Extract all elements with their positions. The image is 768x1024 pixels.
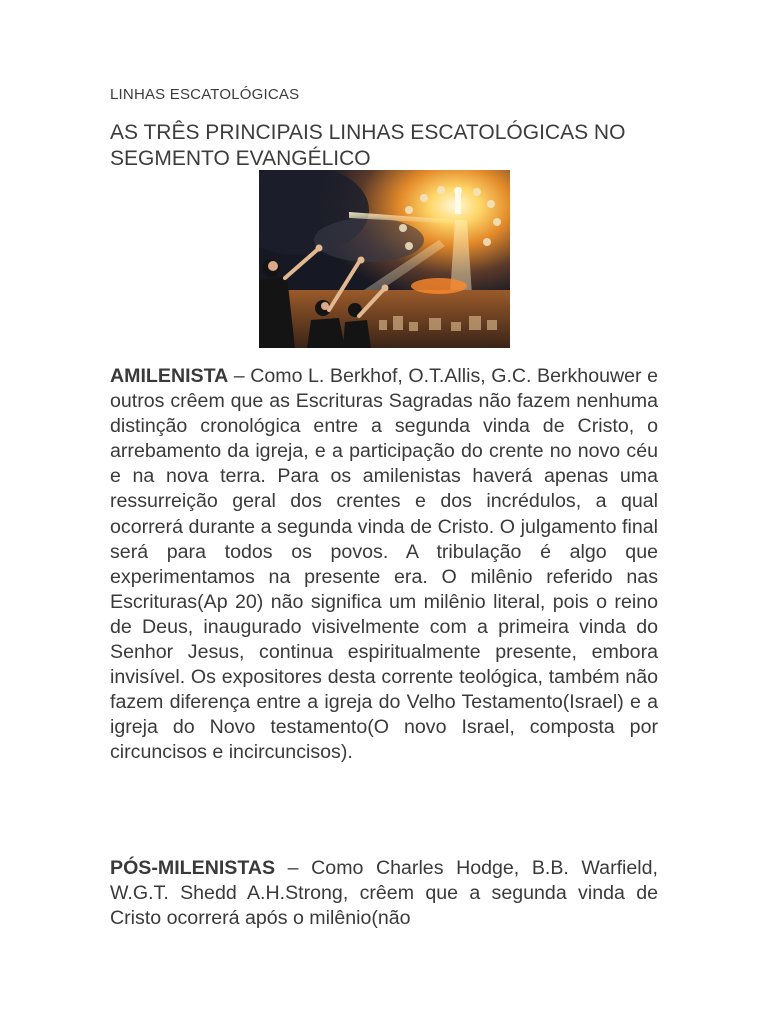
painting-icon	[259, 170, 510, 348]
section-kicker: LINHAS ESCATOLÓGICAS	[110, 86, 300, 103]
paragraph-pos-milenistas	[110, 856, 658, 931]
document-title: AS TRÊS PRINCIPAIS LINHAS ESCATOLÓGICAS NO SEGMENTO EVANGÉLICO	[110, 121, 626, 170]
paragraph-text: – Como L. Berkhof, O.T.Allis, G.C. Berkhouwer e outros crêem que as Escrituras Sagradas não fazem nenhuma distinção cronológica entre a segunda vinda de Cristo, o arrebamento da igreja, e a participação do crente no novo céu e na nova terra. Para os amilenistas haverá apenas uma ressurreição geral dos crentes e dos incrédulos, a qual ocorrerá durante a segunda vinda de Cristo. O julgamento final será para todos os povos. A tribulação é algo que experimentamos na presente era. O milênio referido nas Escrituras(Ap 20) não significa um milênio literal, pois o reino de Deus, inaugurado visivelmente com a primeira vinda do Senhor Jesus, continua espiritualmente presente, embora invisível. Os expositores desta corrente teológica, também não fazem diferença entre a igreja do Velho Testamento(Israel) e a igreja do Novo testamento(O novo Israel, composta por circuncisos e incircuncisos).	[110, 365, 658, 764]
paragraph-lead: AMILENISTA	[110, 365, 229, 387]
paragraph-lead: PÓS-MILENISTAS	[110, 857, 276, 879]
second-coming-illustration	[259, 170, 510, 348]
paragraph-text: – Como Charles Hodge, B.B. Warfield, W.G.T. Shedd A.H.Strong, crêem que a segunda vinda de Cristo ocorrerá após o milênio(não	[110, 857, 658, 930]
paragraph-amilenista	[110, 364, 658, 766]
